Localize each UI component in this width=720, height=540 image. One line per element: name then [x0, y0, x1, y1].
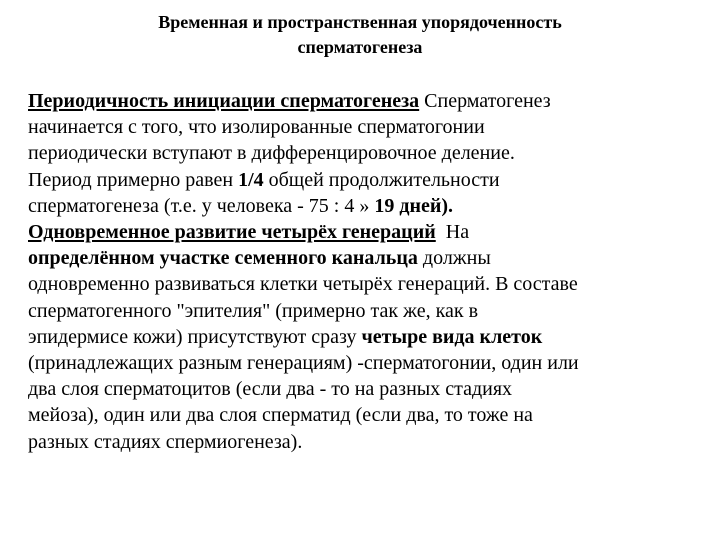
text-line: одновременно развиваться клетки четырёх генераций. В составе: [28, 273, 578, 296]
text-line: [28, 167, 698, 193]
period-days: 19 дней: [374, 194, 442, 217]
text-line: периодически вступают в дифференцировочное деление.: [28, 142, 515, 165]
section-heading-periodicity: Периодичность инициации сперматогенеза: [28, 90, 420, 112]
text-line: (принадлежащих разным генерациям) -сперматогонии, один или: [28, 352, 579, 375]
text-line: начинается с того, что изолированные сперматогонии: [28, 116, 485, 139]
text-fragment: общей продолжительности: [263, 168, 500, 191]
section-heading-simultaneous: Одновременное развитие четырёх генераций: [28, 221, 436, 244]
bold-fragment: определённом участке семенного канальца: [28, 247, 418, 270]
text-line: [28, 324, 698, 350]
text-fragment: сперматогенеза (т.е. у человека - 75 : 4 »: [28, 194, 375, 217]
text-fragment: Сперматогенез: [419, 90, 551, 112]
text-fragment: Период примерно равен: [28, 168, 239, 191]
text-line: [28, 88, 698, 114]
slide-title: [0, 10, 720, 60]
text-line: два слоя сперматоцитов (если два - то на разных стадиях: [28, 378, 513, 401]
text-fragment: эпидермисе кожи) присутствуют сразу: [28, 325, 362, 348]
text-line: мейоза), один или два слоя сперматид (если два, то тоже на: [28, 404, 533, 427]
slide-body-text: [28, 88, 698, 455]
text-line: сперматогенного "эпителия" (примерно так же, как в: [28, 299, 479, 322]
text-fragment: должны: [417, 247, 491, 270]
text-fragment: На: [435, 221, 470, 244]
text-fragment: ).: [441, 194, 454, 217]
text-line: [28, 193, 698, 219]
text-line: [28, 245, 698, 271]
text-line: разных стадиях спермиогенеза).: [28, 430, 303, 453]
period-fraction: 1/4: [238, 168, 264, 191]
text-line: [28, 219, 698, 245]
slide-title-line-1: Временная и пространственная упорядоченность: [158, 12, 562, 32]
slide-title-line-2: сперматогенеза: [297, 37, 423, 57]
bold-fragment: четыре вида клеток: [361, 325, 543, 348]
